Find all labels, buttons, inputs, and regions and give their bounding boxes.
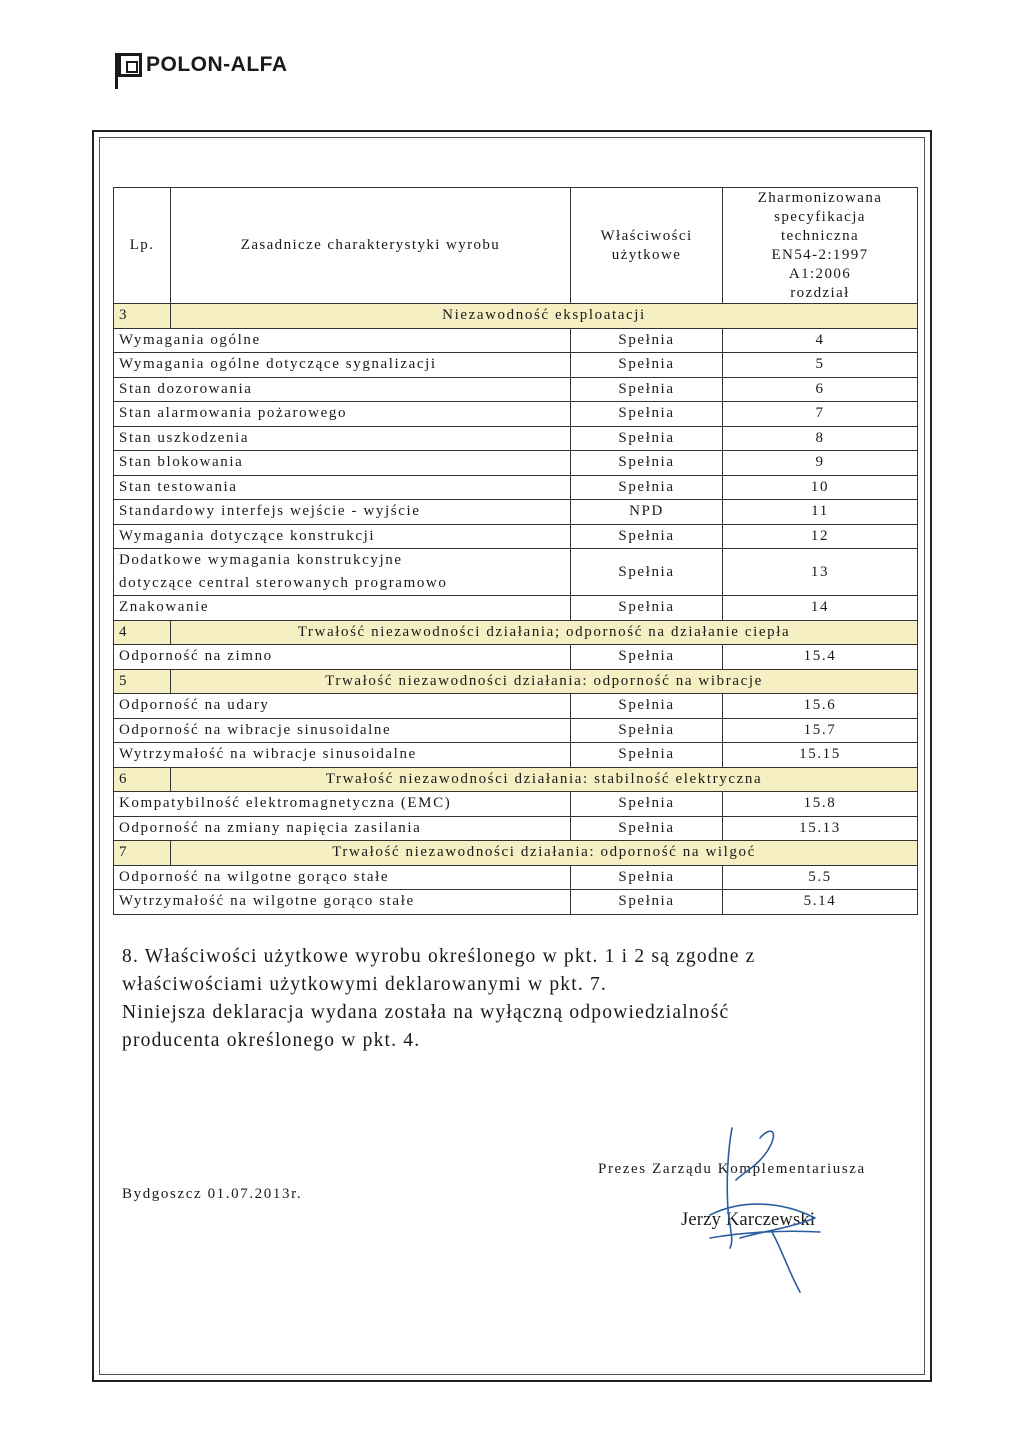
row-clause: 15.8: [723, 792, 918, 817]
section-number: 5: [114, 669, 171, 694]
table-row: [114, 353, 918, 378]
company-logo: [118, 50, 288, 80]
row-clause: 4: [723, 328, 918, 353]
header-properties-line1: Właściwości: [600, 227, 693, 244]
row-property-value: Spełnia: [571, 694, 723, 719]
row-property-value: Spełnia: [571, 426, 723, 451]
row-property-value: Spełnia: [571, 451, 723, 476]
row-characteristic: Odporność na zmiany napięcia zasilania: [114, 816, 571, 841]
row-clause: 13: [723, 549, 918, 596]
header-spec-line: Zharmonizowana: [757, 189, 883, 206]
row-characteristic-line2: dotyczące central sterowanych programowo: [119, 575, 448, 591]
section-row: [114, 767, 918, 792]
table-row: [114, 645, 918, 670]
row-characteristic: Stan testowania: [114, 475, 571, 500]
row-property-value: Spełnia: [571, 816, 723, 841]
header-spec-line: techniczna: [780, 227, 860, 244]
row-characteristic: Wytrzymałość na wilgotne gorąco stałe: [114, 890, 571, 915]
table-row: [114, 402, 918, 427]
table-row: [114, 890, 918, 915]
row-property-value: Spełnia: [571, 792, 723, 817]
section-number: 7: [114, 841, 171, 866]
row-characteristic: Stan blokowania: [114, 451, 571, 476]
section-row: [114, 669, 918, 694]
row-clause: 15.13: [723, 816, 918, 841]
row-characteristic-line1: Dodatkowe wymagania konstrukcyjne: [119, 552, 403, 568]
table-row: [114, 694, 918, 719]
table-row: [114, 451, 918, 476]
header-harmonized-spec: [723, 188, 918, 304]
row-characteristic: Standardowy interfejs wejście - wyjście: [114, 500, 571, 525]
header-spec-line: A1:2006: [788, 265, 852, 282]
row-characteristic: Wymagania dotyczące konstrukcji: [114, 524, 571, 549]
row-characteristic: Wytrzymałość na wibracje sinusoidalne: [114, 743, 571, 768]
row-characteristic: Stan alarmowania pożarowego: [114, 402, 571, 427]
section-title: Trwałość niezawodności działania: odporność na wilgoć: [171, 841, 918, 866]
row-property-value: Spełnia: [571, 718, 723, 743]
signatory-role: Prezes Zarządu Komplementariusza: [598, 1161, 866, 1177]
header-spec-line: EN54-2:1997: [771, 246, 869, 263]
row-clause: 7: [723, 402, 918, 427]
table-row: [114, 596, 918, 621]
row-property-value: Spełnia: [571, 596, 723, 621]
header-properties-line2: użytkowe: [611, 246, 682, 263]
row-clause: 15.6: [723, 694, 918, 719]
declaration-line: właściwościami użytkowymi deklarowanymi w pkt. 7.: [122, 974, 608, 995]
table-header-row: [114, 188, 918, 304]
row-property-value: Spełnia: [571, 353, 723, 378]
table-row: [114, 426, 918, 451]
table-row: [114, 743, 918, 768]
section-number: 6: [114, 767, 171, 792]
section-title: Trwałość niezawodności działania: stabilność elektryczna: [171, 767, 918, 792]
signature-stroke: [710, 1204, 815, 1238]
declaration-line: producenta określonego w pkt. 4.: [122, 1030, 421, 1051]
section-row: [114, 304, 918, 329]
header-characteristics: Zasadnicze charakterystyki wyrobu: [171, 188, 571, 304]
row-property-value: Spełnia: [571, 865, 723, 890]
table-row: [114, 816, 918, 841]
row-clause: 6: [723, 377, 918, 402]
row-characteristic: Odporność na wilgotne gorąco stałe: [114, 865, 571, 890]
signature-stroke: [727, 1128, 732, 1248]
row-clause: 10: [723, 475, 918, 500]
row-property-value: Spełnia: [571, 524, 723, 549]
table-row: [114, 865, 918, 890]
row-property-value: Spełnia: [571, 402, 723, 427]
row-clause: 9: [723, 451, 918, 476]
table-row: [114, 718, 918, 743]
row-clause: 8: [723, 426, 918, 451]
section-title: Trwałość niezawodności działania; odporność na działanie ciepła: [171, 620, 918, 645]
table-row: [114, 475, 918, 500]
table-row: [114, 377, 918, 402]
signature-stroke: [710, 1231, 820, 1238]
row-property-value: Spełnia: [571, 475, 723, 500]
header-spec-line: rozdział: [790, 284, 850, 301]
row-clause: 5.14: [723, 890, 918, 915]
signatory-name: Jerzy Karczewski: [681, 1210, 816, 1230]
row-property-value: Spełnia: [571, 377, 723, 402]
section-title: Niezawodność eksploatacji: [171, 304, 918, 329]
table-row: [114, 549, 918, 596]
row-characteristic: Odporność na zimno: [114, 645, 571, 670]
table-row: [114, 328, 918, 353]
row-clause: 5: [723, 353, 918, 378]
section-number: 3: [114, 304, 171, 329]
row-characteristic: Kompatybilność elektromagnetyczna (EMC): [114, 792, 571, 817]
row-clause: 15.15: [723, 743, 918, 768]
table-row: [114, 792, 918, 817]
section-row: [114, 620, 918, 645]
row-characteristic: Stan uszkodzenia: [114, 426, 571, 451]
row-property-value: Spełnia: [571, 890, 723, 915]
row-property-value: Spełnia: [571, 549, 723, 596]
section-title: Trwałość niezawodności działania: odporność na wibracje: [171, 669, 918, 694]
row-clause: 14: [723, 596, 918, 621]
row-characteristic: Stan dozorowania: [114, 377, 571, 402]
header-lp: Lp.: [114, 188, 171, 304]
section-row: [114, 841, 918, 866]
row-property-value: Spełnia: [571, 328, 723, 353]
polon-alfa-logo-icon: [118, 53, 142, 77]
row-clause: 15.4: [723, 645, 918, 670]
logo-text: POLON-ALFA: [146, 53, 288, 76]
declaration-line: 8. Właściwości użytkowe wyrobu określonego w pkt. 1 i 2 są zgodne z: [122, 946, 756, 967]
row-characteristic: [114, 549, 571, 596]
declaration-line: Niniejsza deklaracja wydana została na wyłączną odpowiedzialność: [122, 1002, 730, 1023]
table-row: [114, 524, 918, 549]
place-and-date: Bydgoszcz 01.07.2013r.: [122, 1186, 303, 1202]
row-characteristic: Odporność na udary: [114, 694, 571, 719]
row-characteristic: Znakowanie: [114, 596, 571, 621]
row-clause: 12: [723, 524, 918, 549]
table-row: [114, 500, 918, 525]
header-properties: [571, 188, 723, 304]
row-property-value: Spełnia: [571, 743, 723, 768]
signature-stroke: [736, 1131, 773, 1180]
row-clause: 15.7: [723, 718, 918, 743]
row-property-value: NPD: [571, 500, 723, 525]
header-spec-line: specyfikacja: [774, 208, 866, 225]
section-number: 4: [114, 620, 171, 645]
row-clause: 5.5: [723, 865, 918, 890]
handwritten-signature: [670, 1120, 840, 1295]
row-property-value: Spełnia: [571, 645, 723, 670]
declaration-text: [122, 943, 842, 1055]
row-clause: 11: [723, 500, 918, 525]
signature-stroke: [772, 1232, 800, 1292]
row-characteristic: Odporność na wibracje sinusoidalne: [114, 718, 571, 743]
row-characteristic: Wymagania ogólne: [114, 328, 571, 353]
characteristics-table: [113, 187, 918, 915]
row-characteristic: Wymagania ogólne dotyczące sygnalizacji: [114, 353, 571, 378]
